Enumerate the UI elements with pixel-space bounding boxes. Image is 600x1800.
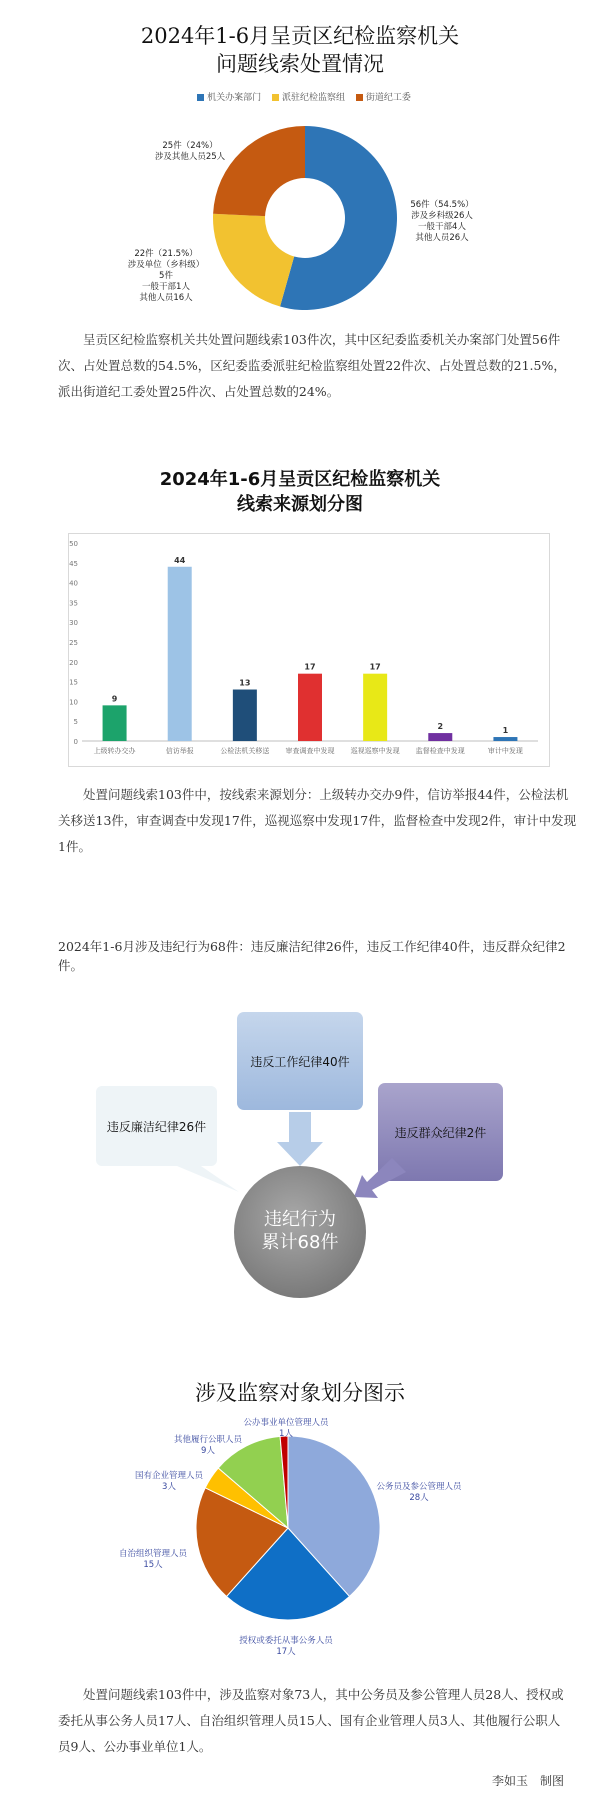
donut-chart bbox=[0, 100, 600, 320]
y-tick-label: 40 bbox=[69, 579, 78, 588]
bar-5 bbox=[428, 733, 452, 741]
bar-value-label: 17 bbox=[369, 662, 381, 672]
bar-4 bbox=[363, 674, 387, 741]
y-tick-label: 5 bbox=[73, 718, 78, 727]
y-tick-label: 10 bbox=[69, 698, 78, 707]
x-category-label: 巡视巡察中发现 bbox=[350, 747, 400, 755]
pie-label-1-value: 17人 bbox=[276, 1647, 296, 1657]
y-tick-label: 0 bbox=[73, 738, 78, 746]
bar-0 bbox=[103, 705, 127, 741]
donut-label-b-line: 22件（21.5%） bbox=[134, 249, 198, 259]
pie-label-1-name: 授权或委托从事公务人员 bbox=[239, 1636, 333, 1646]
pie-label-0 bbox=[364, 1482, 474, 1504]
bar-value-label: 9 bbox=[111, 694, 118, 704]
section4-paragraph: 处置问题线索103件中，涉及监察对象73人，其中公务员及参公管理人员28人、授权或委托从事公务人员17人、自治组织管理人员15人、国有企业管理人员3人、其他履行公职人员9人、公办事业单位1人。 bbox=[58, 1687, 564, 1754]
section3-intro: 2024年1-6月涉及违纪行为68件：违反廉洁纪律26件，违反工作纪律40件，违反群众纪律2件。 bbox=[58, 939, 566, 973]
bar-6 bbox=[493, 737, 517, 741]
donut-label-b-line: 其他人员16人 bbox=[139, 293, 193, 303]
donut-label-c-line: 涉及其他人员25人 bbox=[154, 152, 226, 162]
x-category-label: 审查调查中发现 bbox=[285, 747, 335, 755]
bar-value-label: 1 bbox=[502, 726, 509, 736]
center-label-line2: 累计68件 bbox=[261, 1232, 339, 1253]
y-tick-label: 50 bbox=[69, 540, 78, 548]
pie-label-1 bbox=[226, 1636, 346, 1658]
section4-title: 涉及监察对象划分图示 bbox=[195, 1381, 405, 1405]
legend-label-2: 街道纪工委 bbox=[365, 93, 411, 103]
donut-label-c-line: 25件（24%） bbox=[162, 141, 218, 151]
legend-label-0: 机关办案部门 bbox=[207, 93, 262, 103]
pie-label-3-name: 国有企业管理人员 bbox=[134, 1471, 203, 1481]
donut-label-a-line: 其他人员26人 bbox=[415, 233, 469, 243]
section2-title-line1: 2024年1-6月呈贡区纪检监察机关 bbox=[159, 469, 441, 490]
bar-2 bbox=[233, 690, 257, 741]
center-label-line1: 违纪行为 bbox=[264, 1209, 336, 1230]
arrow-down-icon bbox=[277, 1112, 323, 1166]
section1-paragraph: 呈贡区纪检监察机关共处置问题线索103件次，其中区纪委监委机关办案部门处置56件次、占处置总数的54.5%，区纪委监委派驻纪检监察组处置22件次、占处置总数的21.5%，派出街道纪工委处置25件次、占处置总数的24%。 bbox=[58, 332, 566, 399]
donut-label-b-line: 一般干部1人 bbox=[142, 282, 190, 292]
y-tick-label: 30 bbox=[69, 619, 78, 628]
mass-box-label: 违反群众纪律2件 bbox=[394, 1125, 487, 1140]
y-tick-label: 25 bbox=[69, 639, 78, 647]
x-category-label: 审计中发现 bbox=[487, 747, 523, 755]
bar-1 bbox=[168, 567, 192, 741]
section2-paragraph: 处置问题线索103件中，按线索来源划分：上级转办交办9件，信访举报44件，公检法机关移送13件，审查调查中发现17件，巡视巡察中发现17件，监督检查中发现2件，审计中发现1件。 bbox=[58, 787, 577, 854]
pie-label-4-name: 其他履行公职人员 bbox=[173, 1435, 242, 1445]
donut-label-b-line: 5件 bbox=[159, 271, 173, 281]
bar-chart bbox=[68, 533, 550, 767]
y-tick-label: 20 bbox=[69, 658, 78, 667]
bar-value-label: 13 bbox=[239, 678, 251, 688]
x-category-label: 信访举报 bbox=[165, 747, 194, 755]
pie-label-3-value: 3人 bbox=[162, 1482, 176, 1492]
bar-3 bbox=[298, 674, 322, 741]
work-box-label: 违反工作纪律40件 bbox=[250, 1054, 350, 1069]
x-category-label: 监督检查中发现 bbox=[415, 747, 465, 755]
donut-label-c bbox=[140, 141, 240, 163]
bar-value-label: 17 bbox=[304, 662, 316, 672]
legend-label-1: 派驻纪检监察组 bbox=[281, 93, 345, 103]
footer-credit: 李如玉 制图 bbox=[491, 1774, 564, 1788]
donut-label-a-line: 56件（54.5%） bbox=[410, 200, 474, 210]
section1-title-line2: 问题线索处置情况 bbox=[216, 52, 384, 76]
bar-value-label: 2 bbox=[437, 722, 444, 732]
donut-label-a-line: 涉及乡科级26人 bbox=[411, 211, 473, 221]
section2-title-line2: 线索来源划分图 bbox=[237, 494, 363, 515]
x-category-label: 上级转办交办 bbox=[93, 747, 136, 755]
center-circle-label bbox=[234, 1208, 366, 1254]
bar-value-label: 44 bbox=[174, 555, 186, 565]
pie-label-2-name: 自治组织管理人员 bbox=[118, 1549, 187, 1559]
pie-label-2 bbox=[104, 1549, 202, 1571]
y-tick-label: 45 bbox=[69, 559, 78, 568]
donut-label-a bbox=[398, 200, 486, 244]
pie-label-0-value: 28人 bbox=[409, 1493, 429, 1503]
pie-label-5 bbox=[236, 1418, 336, 1440]
donut-slice-2 bbox=[213, 126, 305, 216]
donut-slice-1 bbox=[213, 214, 294, 307]
pie-label-0-name: 公务员及参公管理人员 bbox=[376, 1482, 462, 1492]
donut-label-a-line: 一般干部4人 bbox=[418, 222, 466, 232]
donut-label-b bbox=[116, 249, 216, 304]
x-category-label: 公检法机关移送 bbox=[220, 747, 270, 755]
section1-title-line1: 2024年1-6月呈贡区纪检监察机关 bbox=[140, 24, 460, 48]
pie-chart bbox=[0, 1420, 600, 1660]
pie-label-2-value: 15人 bbox=[143, 1560, 163, 1570]
pie-label-3 bbox=[124, 1471, 214, 1493]
y-tick-label: 35 bbox=[69, 599, 78, 608]
clean-box-label: 违反廉洁纪律26件 bbox=[106, 1119, 207, 1134]
pie-label-5-value: 1人 bbox=[279, 1429, 293, 1439]
donut-label-b-line: 涉及单位（乡科级） bbox=[127, 260, 205, 270]
pie-label-5-name: 公办事业单位管理人员 bbox=[243, 1418, 329, 1428]
pie-label-4-value: 9人 bbox=[201, 1446, 215, 1456]
y-tick-label: 15 bbox=[69, 678, 78, 687]
